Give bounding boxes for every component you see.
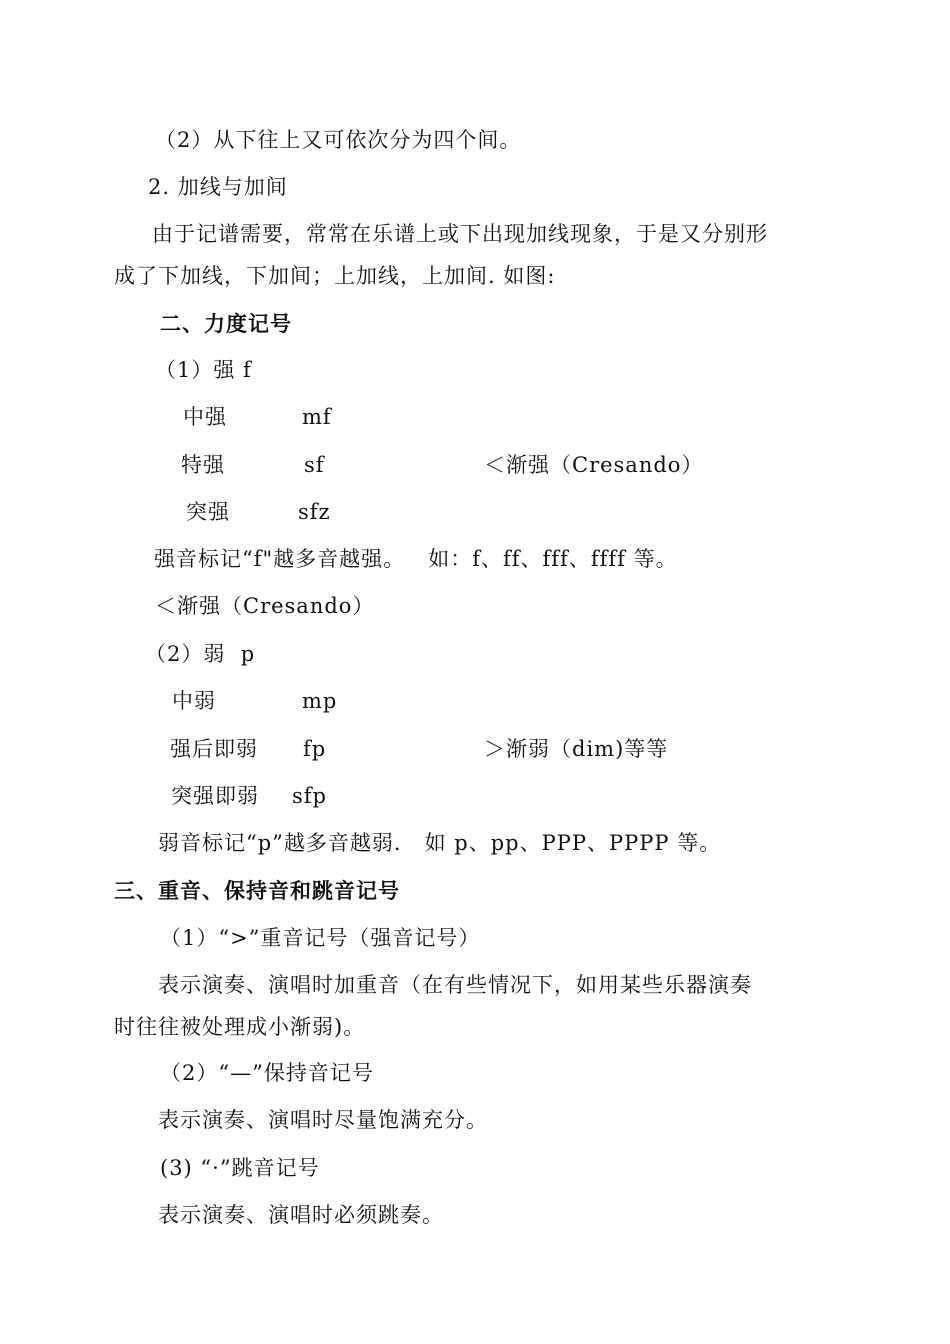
text-line: （2）从下往上又可依次分为四个间。 bbox=[155, 128, 522, 152]
term-name: 强后即弱 bbox=[170, 737, 258, 761]
section-heading-dynamics: 二、力度记号 bbox=[160, 311, 292, 336]
text-line: 表示演奏、演唱时加重音（在有些情况下，如用某些乐器演奏 bbox=[158, 973, 752, 997]
text-line: 成了下加线，下加间；上加线，上加间. 如图: bbox=[114, 264, 556, 288]
subsection-staccato: (3) “·”跳音记号 bbox=[160, 1156, 320, 1180]
term-symbol: sf bbox=[304, 453, 325, 477]
text-line: 表示演奏、演唱时尽量饱满充分。 bbox=[158, 1108, 488, 1132]
term-symbol: mp bbox=[302, 689, 338, 713]
section-heading-articulation: 三、重音、保持音和跳音记号 bbox=[114, 878, 400, 903]
subsection-piano: （2）弱 p bbox=[145, 642, 256, 666]
term-name: 突强 bbox=[186, 500, 230, 524]
term-symbol: fp bbox=[303, 737, 327, 761]
text-line: 弱音标记“p”越多音越弱. 如 p、pp、PPP、PPPP 等。 bbox=[158, 831, 722, 855]
term-symbol: sfp bbox=[292, 784, 327, 808]
text-line: ＜渐强（Cresando） bbox=[155, 594, 375, 618]
text-line: 表示演奏、演唱时必须跳奏。 bbox=[158, 1203, 444, 1227]
term-name: 特强 bbox=[181, 453, 225, 477]
term-symbol: mf bbox=[302, 405, 332, 429]
text-line: 由于记谱需要，常常在乐谱上或下出现加线现象，于是又分别形 bbox=[152, 222, 768, 246]
text-line: 强音标记“f"越多音越强。 如：f、ff、fff、ffff 等。 bbox=[154, 547, 678, 571]
term-symbol: sfz bbox=[298, 500, 331, 524]
term-note: ＞渐弱（dim)等等 bbox=[484, 737, 669, 761]
subsection-accent: （1）“>”重音记号（强音记号） bbox=[160, 926, 481, 950]
term-name: 中弱 bbox=[172, 689, 216, 713]
term-name: 突强即弱 bbox=[171, 784, 259, 808]
term-note: ＜渐强（Cresando） bbox=[484, 453, 704, 477]
term-name: 中强 bbox=[183, 405, 227, 429]
subsection-forte: （1）强 f bbox=[155, 358, 252, 382]
text-line: 时往往被处理成小渐弱)。 bbox=[114, 1015, 366, 1039]
section-heading-add-lines: 2. 加线与加间 bbox=[148, 175, 288, 199]
subsection-tenuto: （2）“—”保持音记号 bbox=[160, 1061, 374, 1085]
